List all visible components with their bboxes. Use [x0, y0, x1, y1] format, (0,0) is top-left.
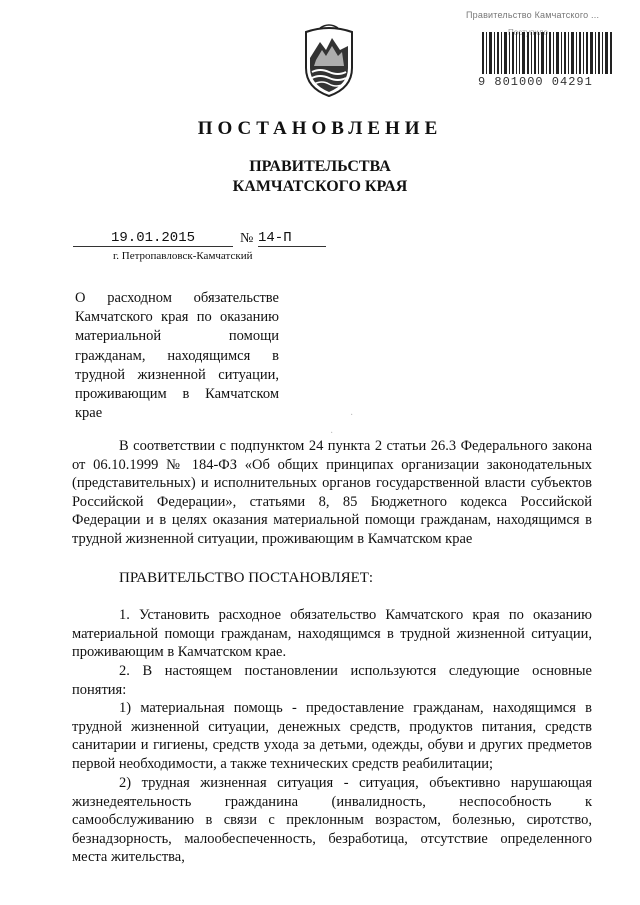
document-city: г. Петропавловск-Камчатский [113, 250, 253, 262]
document-subject: О расходном обязательстве Камчатского края по оказанию материальной помощи гражданам, находящимся в трудной жизненной ситуации, проживающим в Камчатском крае [75, 290, 279, 422]
issuing-authority-line1: ПРАВИТЕЛЬСТВА [249, 158, 391, 175]
barcode [480, 26, 614, 80]
document-title: ПОСТАНОВЛЕНИЕ [197, 118, 443, 139]
coat-of-arms-emblem [300, 20, 358, 98]
resolves-heading: ПРАВИТЕЛЬСТВО ПОСТАНОВЛЯЕТ: [119, 570, 374, 586]
paragraph-2-item-2: 2) трудная жизненная ситуация - ситуация, объективно нарушающая жизнедеятельность гражданина (инвалидность, неспособность к самообслуживанию в связи с преклонным возрастом, болезнью, сиротство, безнадзорность, малообеспеченность, безработица, отсутствие определенного места жительства, [72, 775, 592, 866]
scan-artifact: · [350, 410, 354, 421]
paragraph-2: 2. В настоящем постановлении используются следующие основные понятия: [72, 663, 592, 698]
paragraph-2-item-1: 1) материальная помощь - предоставление гражданам, находящимся в трудной жизненной ситуации, денежных средств, продуктов питания, средств санитарии и гигиены, средств ухода за детьми, одежды, обуви и других предметов первой необходимости, а также технических средств реабилитации; [72, 700, 592, 772]
preamble-paragraph: В соответствии с подпунктом 24 пункта 2 статьи 26.3 Федерального закона от 06.10.1999 № 184-ФЗ «Об общих принципах организации законодательных (представительных) и исполнительных органов государственной власти субъектов Российской Федерации», статьями 8, 85 Бюджетного кодекса Российской Федерации и в целях оказания материальной помощи гражданам, находящимся в трудной жизненной ситуации, проживающим в Камчатском крае [72, 438, 592, 547]
barcode-number: 9 801000 04291 [478, 75, 593, 89]
document-date: 19.01.2015 [73, 230, 233, 247]
scan-artifact: · [330, 428, 334, 439]
issuing-authority-line2: КАМЧАТСКОГО КРАЯ [232, 178, 408, 195]
number-sign: № [240, 231, 254, 246]
registration-stamp-text: Правительство Камчатского ... [466, 10, 600, 20]
document-number: 14-П [258, 230, 326, 247]
paragraph-1: 1. Установить расходное обязательство Камчатского края по оказанию материальной помощи гражданам, находящимся в трудной жизненной ситуации, проживающим в Камчатском крае. [72, 607, 592, 661]
